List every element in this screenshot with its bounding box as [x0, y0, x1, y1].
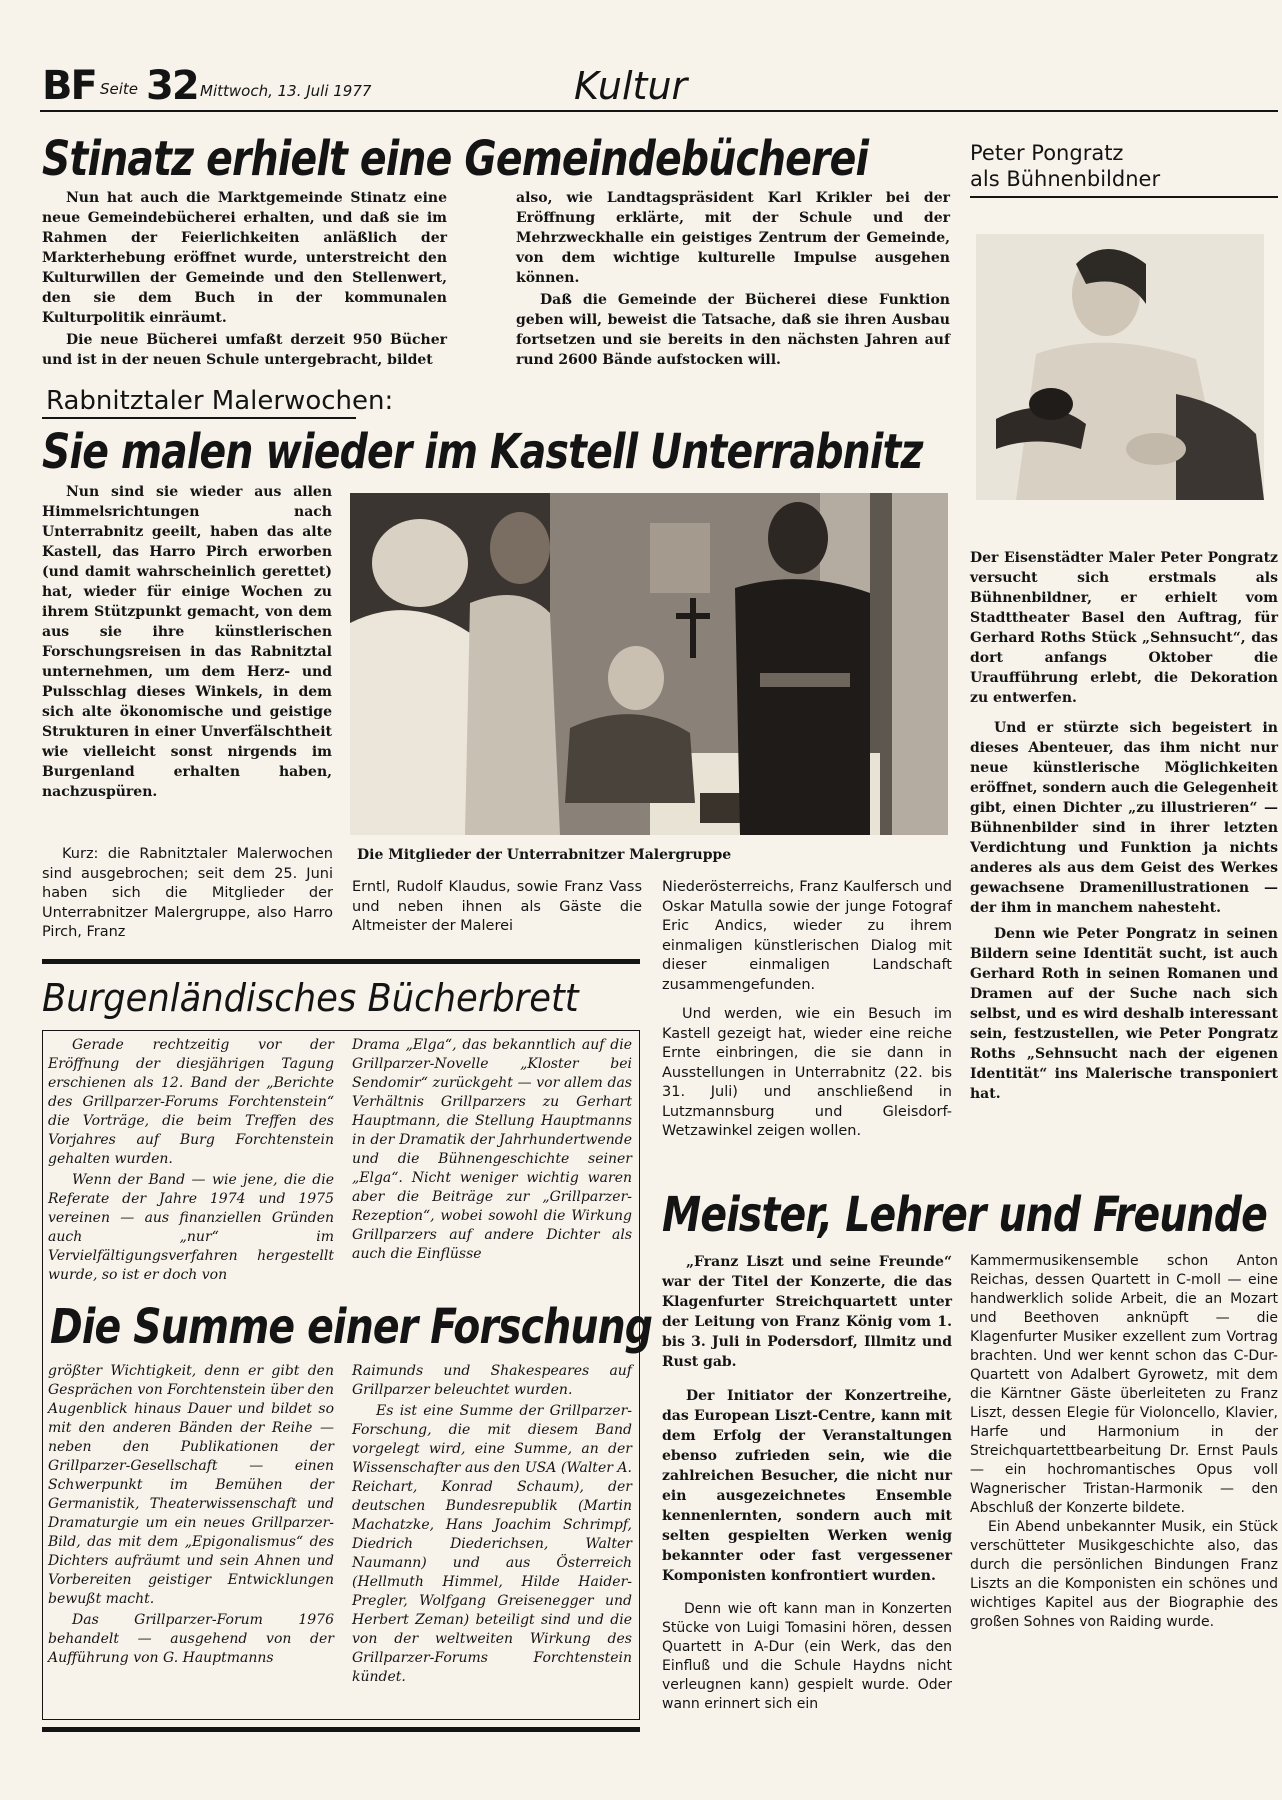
paragraph: Und er stürzte sich begeistert in dieses Abenteuer, das ihm nicht nur neue künstlerische Möglichkeiten eröffnet, sondern auch die Gelegenheit gibt, einen Dichter „zu illustrieren“ — Bühnenbilder sind in ihrer letzten Verdichtung und Funktion ja nichts anderes als aus dem Geist des Werkes gewachsene Dramenillustrationen — der ihm in manchem nahesteht. — [970, 720, 1278, 916]
paragraph: Und werden, wie ein Besuch im Kastell gezeigt hat, wieder eine reiche Ernte einbringen, die sie dann in Ausstellungen in Unterrabnitz (22. bis 31. Juli) und anschließend in Lutzmannsburg und Gleisdorf-Wetzawinkel zeigen wollen. — [662, 1006, 952, 1139]
paragraph: Raimunds und Shakespeares auf Grillparzer beleuchtet wurden. — [352, 1363, 632, 1398]
books-col3 — [48, 1362, 334, 1670]
article1-col1 — [42, 188, 447, 372]
page-label: Seite — [100, 80, 139, 98]
sidebar-heading-rule — [970, 196, 1278, 198]
paragraph: Die neue Bücherei umfaßt derzeit 950 Bücher und ist in der neuen Schule untergebracht, bildet — [42, 332, 447, 368]
pongratz-portrait-photo — [976, 234, 1264, 500]
paragraph: größter Wichtigkeit, denn er gibt den Gesprächen von Forchtenstein über den Augenblick hinaus Dauer und bildet so mit den anderen Bänden der Reihe — neben den Publikationen der Grillparzer-Gesellschaft — einen Schwerpunkt im Bemühen der Germanistik, Theaterwissenschaft und Dramaturgie um ein neues Grillparzer-Bild, das mit dem „Epigonalismus“ des Dichters aufräumt und sein Ahnen und Vorbereiten geistiger Entwicklungen bewußt macht. — [48, 1363, 334, 1607]
sidebar-body — [970, 548, 1278, 1106]
paragraph: Kammermusikensemble schon Anton Reichas, dessen Quartett in C-moll — eine handwerklich solide Arbeit, die an Mozart und Beethoven anknüpft — die Klagenfurter Musiker exzellent zum Vortrag brachten. Und wer kennt schon das C-Dur-Quartett von Adalbert Gyrowetz, mit dem die Kärntner Gäste überleiteten zu Franz Liszt, dessen Elegie für Violoncello, Klavier, Harfe und Harmonium in der Streichquartettbearbeitung Dr. Ernst Pauls — ein hochromantisches Opus voll Wagnerischer Tristan-Harmonik — den Abschluß der Konzerte bildete. — [970, 1253, 1278, 1516]
books-col1 — [48, 1036, 334, 1287]
article1-col2 — [516, 188, 950, 372]
newspaper-logo: BF — [42, 63, 96, 109]
paragraph: „Franz Liszt und seine Freunde“ war der Titel der Konzerte, die das Klagenfurter Streichquartett unter der Leitung von Franz König vom 1. bis 3. Juli in Podersdorf, Illmitz und Rust gab. — [662, 1254, 952, 1370]
article2-intro — [42, 482, 332, 804]
article2-kicker: Rabnitztaler Malerwochen: — [46, 386, 394, 416]
painters-group-photo — [350, 493, 948, 835]
paragraph: Denn wie Peter Pongratz in seinen Bildern seine Identität sucht, ist auch Gerhard Roth in seinen Romanen und Dramen auf der Suche nach sich selbst, und es wird deshalb interessant sein, festzustellen, wie Peter Pongratz Roths „Sehnsucht nach der eigenen Identität“ ins Malerische transponiert hat. — [970, 926, 1278, 1102]
paragraph: Wenn der Band — wie jene, die die Referate der Jahre 1974 und 1975 vereinen — aus finanziellen Gründen auch „nur“ im Vervielfältigungsverfahren hergestellt wurde, so ist er doch von — [48, 1172, 334, 1283]
paragraph: Niederösterreichs, Franz Kaulfersch und Oskar Matulla sowie der junge Fotograf Eric Andics, wieder zu ihrem einmaligen künstlerischen Dialog mit dieser einmaligen Landschaft zusammengefunden. — [662, 879, 952, 993]
liszt-col2 — [970, 1252, 1278, 1632]
paragraph: Ein Abend unbekannter Musik, ein Stück verschütteter Musikgeschichte also, das durch die persönlichen Bindungen Franz Liszts an die Komponisten ein schönes und wichtiges Kapitel aus der Biographie des großen Sohnes von Raiding wurde. — [970, 1519, 1278, 1630]
page-number: 32 — [146, 63, 198, 109]
paragraph: Nun hat auch die Marktgemeinde Stinatz eine neue Gemeindebücherei erhalten, und daß sie im Rahmen der Feierlichkeiten anläßlich der Markterhebung eröffnet wurde, unterstreicht den Kulturwillen der Gemeinde und den Stellenwert, den sie dem Buch in der kommunalen Kulturpolitik einräumt. — [42, 190, 447, 326]
paragraph: Der Initiator der Konzertreihe, das European Liszt-Centre, kann mit dem Erfolg der Veranstaltungen ebenso zufrieden sein, wie die zahlreichen Besucher, die nicht nur ein ausgezeichnetes Ensemble kennenlernten, sondern auch mit selten gespielten Werken wenig bekannter oder fast vergessener Komponisten konfrontiert wurden. — [662, 1388, 952, 1584]
masthead-rule — [40, 110, 1278, 112]
article2-headline: Sie malen wieder im Kastell Unterrabnitz — [42, 424, 923, 480]
article2-body-col3 — [662, 878, 952, 1142]
books-col4 — [352, 1362, 632, 1689]
sidebar-heading — [970, 140, 1160, 192]
liszt-headline: Meister, Lehrer und Freunde — [662, 1187, 1267, 1243]
paragraph: Das Grillparzer-Forum 1976 behandelt — ausgehend von der Aufführung von G. Hauptmanns — [48, 1612, 334, 1666]
photo-caption: Die Mitglieder der Unterrabnitzer Malergruppe — [357, 847, 732, 863]
article2-body-col1: Kurz: die Rabnitztaler Malerwochen sind ausgebrochen; seit dem 25. Juni haben sich die Mitglieder der Unterrabnitzer Malergruppe, also Harro Pirch, Franz — [42, 846, 333, 940]
paragraph: also, wie Landtagspräsident Karl Krikler bei der Eröffnung erklärte, mit der Schule und der Mehrzweckhalle ein geistiges Zentrum der Gemeinde, von dem wichtige kulturelle Impulse ausgehen können. — [516, 190, 950, 286]
paragraph: Drama „Elga“, das bekanntlich auf die Grillparzer-Novelle „Kloster bei Sendomir“ zurückgeht — vor allem das Verhältnis Grillparzers zu Gerhart Hauptmann, die Stellung Hauptmanns in der Dramatik der Jahrhundertwende und die Bühnengeschichte seiner „Elga“. Nicht weniger wichtig waren aber die Beiträge zur „Grillparzer-Rezeption“, wobei sowohl die Wirkung Grillparzers auf andere Dichter als auch die Einflüsse — [352, 1037, 632, 1262]
article2-body-col2: Erntl, Rudolf Klaudus, sowie Franz Vass und neben ihnen als Gäste die Altmeister der Malerei — [352, 879, 642, 934]
paragraph: Daß die Gemeinde der Bücherei diese Funktion geben will, beweist die Tatsache, daß sie ihren Ausbau fortsetzen und sie bereits in den nächsten Jahren auf rund 2600 Bände aufstocken will. — [516, 292, 950, 368]
sidebar-heading-line2: als Bühnenbildner — [970, 167, 1161, 191]
books-col2 — [352, 1036, 632, 1266]
paragraph: Denn wie oft kann man in Konzerten Stücke von Luigi Tomasini hören, dessen Quartett in A-Dur (ein Werk, das den Einfluß und die Schule Haydns nicht verleugnen kann) gespielt wurde. Oder wann erinnert sich ein — [662, 1601, 952, 1712]
paragraph: Es ist eine Summe der Grillparzer-Forschung, die mit diesem Band vorgelegt wird, eine Summe, an der Wissenschafter aus den USA (Walter A. Reichart, Konrad Schaum), der deutschen Bundesrepublik (Martin Machatzke, Hans Joachim Schrimpf, Diedrich Diederichsen, Walter Naumann) und aus Österreich (Hellmuth Himmel, Hilde Haider-Pregler, Wolfgang Greisenegger und Herbert Zeman) beteiligt sind und die von der weltweiten Wirkung des Grillparzer-Forums Forchtenstein kündet. — [352, 1403, 632, 1685]
issue-date: Mittwoch, 13. Juli 1977 — [200, 82, 372, 100]
paragraph: Nun sind sie wieder aus allen Himmelsrichtungen nach Unterrabnitz geeilt, haben das alte Kastell, das Harro Pirch erworben (und damit wahrscheinlich gerettet) hat, wieder für einige Wochen zu ihrem Stützpunkt gemacht, von dem aus sie ihre künstlerischen Forschungsreisen in das Rabnitztal unternehmen, um dem Herz- und Pulsschlag dieses Winkels, in dem sich alte ökonomische und geistige Strukturen in einer Unverfälschtheit wie vielleicht sonst nirgends im Burgenland erhalten haben, nachzuspüren. — [42, 484, 332, 800]
books-bottom-rule — [42, 1727, 640, 1732]
section-title: Kultur — [574, 64, 688, 108]
sidebar-heading-line1: Peter Pongratz — [970, 141, 1124, 165]
books-top-rule — [42, 959, 640, 964]
article1-headline: Stinatz erhielt eine Gemeindebücherei — [42, 131, 869, 187]
liszt-col1 — [662, 1252, 952, 1716]
books-section-head: Burgenländisches Bücherbrett — [42, 976, 579, 1020]
books-headline: Die Summe einer Forschung — [50, 1299, 653, 1355]
kicker-underline — [42, 417, 356, 419]
paragraph: Gerade rechtzeitig vor der Eröffnung der diesjährigen Tagung erschienen als 12. Band der „Berichte des Grillparzer-Forums Forchtenstein“ die Vorträge, die beim Treffen des Vorjahres auf Burg Forchtenstein gehalten wurden. — [48, 1037, 334, 1167]
paragraph: Der Eisenstädter Maler Peter Pongratz versucht sich erstmals als Bühnenbildner, er erhielt vom Stadttheater Basel den Auftrag, für Gerhard Roths Stück „Sehnsucht“, das dort anfangs Oktober die Uraufführung erlebt, die Dekoration zu entwerfen. — [970, 550, 1278, 706]
